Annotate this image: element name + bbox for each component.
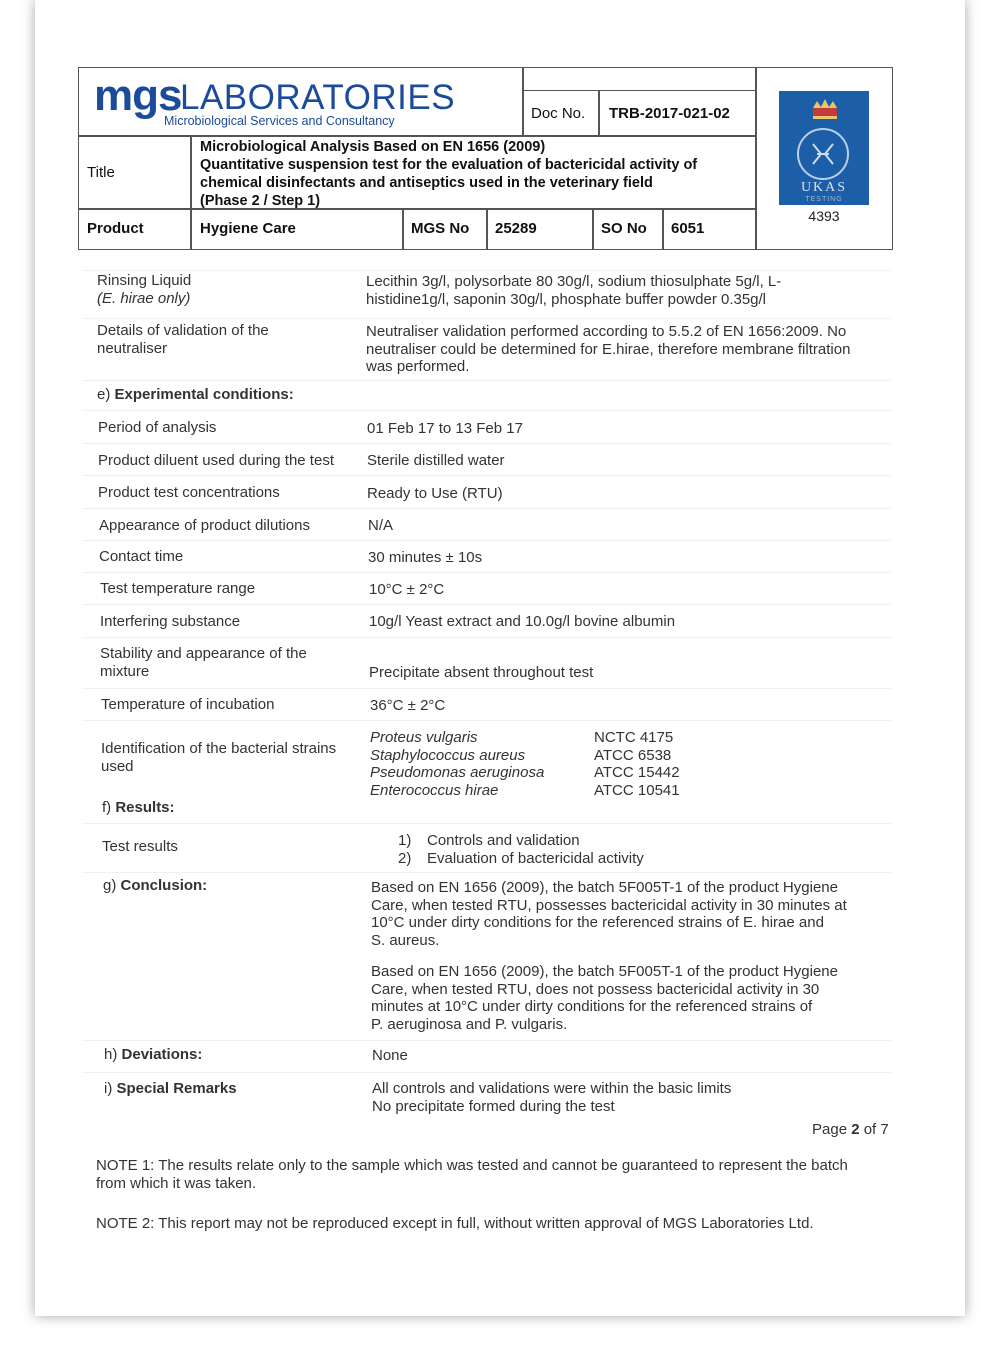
section-title: Results: <box>115 799 175 816</box>
item-text: Evaluation of bactericidal activity <box>427 849 644 867</box>
label-line: neutraliser <box>97 339 168 357</box>
interfering-substance-value: 10g/l Yeast extract and 10.0g/l bovine albumin <box>369 613 676 630</box>
rinsing-liquid-value <box>366 273 781 308</box>
rinsing-liquid-label <box>97 272 191 307</box>
strain-name: Pseudomonas aeruginosa <box>370 764 545 781</box>
incubation-temperature-label: Temperature of incubation <box>101 696 275 713</box>
section-i-heading <box>104 1080 237 1098</box>
item-number: 2) <box>398 849 412 867</box>
strain-code: ATCC 15442 <box>594 764 680 781</box>
row-divider <box>82 688 892 689</box>
section-title: Deviations: <box>121 1046 203 1063</box>
conclusion-paragraph-2 <box>371 963 838 1033</box>
contact-time-value: 30 minutes ± 10s <box>368 549 483 566</box>
row-divider <box>82 637 892 638</box>
conclusion-paragraph-1 <box>371 879 847 949</box>
row-divider <box>82 410 892 411</box>
remark-line: All controls and validations were within the basic limits <box>372 1080 732 1097</box>
section-prefix: e) <box>97 386 115 403</box>
title-value <box>200 138 697 210</box>
stability-value: Precipitate absent throughout test <box>369 664 594 681</box>
label-line: (E. hirae only) <box>97 289 191 307</box>
conclusion-line: S. aureus. <box>371 931 440 949</box>
appearance-value: N/A <box>368 517 394 534</box>
section-f-heading <box>102 799 175 817</box>
section-prefix: h) <box>104 1046 122 1063</box>
title-line: Microbiological Analysis Based on EN 1656 (2009) <box>200 139 546 155</box>
strain-name: Proteus vulgaris <box>370 729 478 746</box>
ukas-testing-text: TESTING <box>805 196 843 203</box>
label-line: Identification of the bacterial strains <box>101 740 337 757</box>
header-divider <box>662 208 664 250</box>
test-results-label: Test results <box>102 838 178 855</box>
section-g-heading <box>103 877 207 895</box>
conclusion-line: Care, when tested RTU, possesses bactericidal activity in 30 minutes at <box>371 896 847 914</box>
section-prefix: g) <box>103 877 121 894</box>
title-line: (Phase 2 / Step 1) <box>200 193 321 209</box>
label-line: used <box>101 757 134 775</box>
product-label: Product <box>87 220 144 237</box>
strain-code: ATCC 10541 <box>594 781 680 799</box>
note-line: from which it was taken. <box>96 1175 257 1192</box>
page-prefix: Page <box>812 1121 852 1138</box>
row-divider <box>82 572 892 573</box>
strain-name: Staphylococcus aureus <box>370 746 526 764</box>
item-number: 1) <box>398 832 412 849</box>
ukas-hands-icon <box>807 140 839 168</box>
conclusion-line: Care, when tested RTU, does not possess bactericidal activity in 30 <box>371 980 820 998</box>
section-h-heading <box>104 1046 202 1064</box>
concentration-label: Product test concentrations <box>98 484 280 501</box>
conclusion-line: 10°C under dirty conditions for the referenced strains of E. hirae and <box>371 914 824 931</box>
conclusion-line: Based on EN 1656 (2009), the batch 5F005T-1 of the product Hygiene <box>371 879 838 896</box>
ukas-accreditation-number: 4393 <box>808 208 840 224</box>
so-no-label: SO No <box>601 220 647 237</box>
conclusion-line: minutes at 10°C under dirty conditions for the referenced strains of <box>371 998 813 1015</box>
section-title: Special Remarks <box>116 1080 237 1097</box>
header-divider <box>592 208 594 250</box>
doc-no-label: Doc No. <box>531 105 586 122</box>
row-divider <box>82 508 892 509</box>
strain-code: ATCC 6538 <box>594 746 672 764</box>
strains-label <box>101 740 336 775</box>
row-divider <box>82 1040 892 1041</box>
section-prefix: i) <box>104 1080 117 1097</box>
row-divider <box>82 540 892 541</box>
header-divider <box>78 135 755 137</box>
label-line: mixture <box>100 662 150 680</box>
row-divider <box>82 1072 892 1073</box>
company-logo-laboratories: LABORATORIES <box>180 78 456 117</box>
period-value: 01 Feb 17 to 13 Feb 17 <box>367 420 523 437</box>
row-divider <box>82 872 892 873</box>
appearance-label: Appearance of product dilutions <box>99 517 310 534</box>
label-line: Details of validation of the <box>97 322 269 339</box>
header-divider <box>522 67 524 136</box>
title-label: Title <box>87 164 115 181</box>
crown-icon <box>810 98 840 120</box>
row-divider <box>82 270 892 271</box>
company-logo-mgs: mgs <box>94 71 182 120</box>
company-logo-subtitle: Microbiological Services and Consultancy <box>164 114 395 128</box>
title-line: chemical disinfectants and antiseptics used in the veterinary field <box>200 175 653 191</box>
row-divider <box>82 443 892 444</box>
section-title: Conclusion: <box>120 877 208 894</box>
doc-no-value: TRB-2017-021-02 <box>609 105 730 122</box>
stability-label <box>100 645 307 680</box>
item-text: Controls and validation <box>427 832 580 849</box>
strain-name: Enterococcus hirae <box>370 781 499 799</box>
diluent-label: Product diluent used during the test <box>98 452 334 469</box>
ukas-text: UKAS <box>800 180 848 195</box>
row-divider <box>82 475 892 476</box>
special-remarks-value <box>372 1080 731 1115</box>
row-divider <box>82 823 892 824</box>
row-divider <box>82 720 892 721</box>
value-line: Neutraliser validation performed according to 5.5.2 of EN 1656:2009. No <box>366 323 847 340</box>
row-divider <box>82 380 892 381</box>
row-divider <box>82 604 892 605</box>
label-line: Stability and appearance of the <box>100 645 307 662</box>
section-title: Experimental conditions: <box>114 386 294 403</box>
note-1 <box>96 1157 848 1193</box>
test-results-list <box>398 832 644 867</box>
temperature-range-label: Test temperature range <box>100 580 256 597</box>
neutraliser-value <box>366 323 850 376</box>
section-prefix: f) <box>102 799 116 816</box>
page-number <box>812 1121 889 1139</box>
row-divider <box>82 318 892 319</box>
note-2: NOTE 2: This report may not be reproduced except in full, without written approval of MGS Laboratories Ltd. <box>96 1215 814 1232</box>
header-divider <box>755 67 757 250</box>
concentration-value: Ready to Use (RTU) <box>367 485 503 502</box>
conclusion-line: Based on EN 1656 (2009), the batch 5F005T-1 of the product Hygiene <box>371 963 838 980</box>
neutraliser-label <box>97 322 269 357</box>
value-line: neutraliser could be determined for E.hirae, therefore membrane filtration <box>366 340 851 358</box>
diluent-value: Sterile distilled water <box>367 452 505 469</box>
label-line: Rinsing Liquid <box>97 272 192 289</box>
note-line: NOTE 1: The results relate only to the sample which was tested and cannot be guaranteed to represent the batch <box>96 1157 848 1174</box>
mgs-no-value: 25289 <box>495 220 537 237</box>
test-results-item <box>398 850 644 868</box>
header-divider <box>190 135 192 250</box>
strain-code: NCTC 4175 <box>594 729 674 746</box>
remark-line: No precipitate formed during the test <box>372 1097 615 1115</box>
header-divider <box>522 90 755 91</box>
header-divider <box>486 208 488 250</box>
value-line: was performed. <box>366 358 470 375</box>
value-line: histidine1g/l, saponin 30g/l, phosphate buffer powder 0.35g/l <box>366 290 767 308</box>
page-current: 2 <box>851 1121 860 1138</box>
title-line: Quantitative suspension test for the evaluation of bactericidal activity of <box>200 157 698 173</box>
interfering-substance-label: Interfering substance <box>100 613 241 630</box>
test-results-item <box>398 832 644 850</box>
so-no-value: 6051 <box>671 220 705 237</box>
value-line: Lecithin 3g/l, polysorbate 80 30g/l, sodium thiosulphate 5g/l, L- <box>366 273 782 290</box>
contact-time-label: Contact time <box>99 548 184 565</box>
temperature-range-value: 10°C ± 2°C <box>369 581 445 598</box>
conclusion-line: P. aeruginosa and P. vulgaris. <box>371 1015 568 1033</box>
page-total: of 7 <box>859 1121 889 1138</box>
strain-codes <box>594 729 680 799</box>
period-label: Period of analysis <box>98 419 217 436</box>
header-divider <box>598 90 600 136</box>
header-divider <box>402 208 404 250</box>
product-value: Hygiene Care <box>200 220 296 237</box>
mgs-no-label: MGS No <box>411 220 470 237</box>
incubation-temperature-value: 36°C ± 2°C <box>370 697 446 714</box>
deviations-value: None <box>372 1047 408 1064</box>
section-e-heading <box>97 386 294 404</box>
strain-names <box>370 729 544 799</box>
